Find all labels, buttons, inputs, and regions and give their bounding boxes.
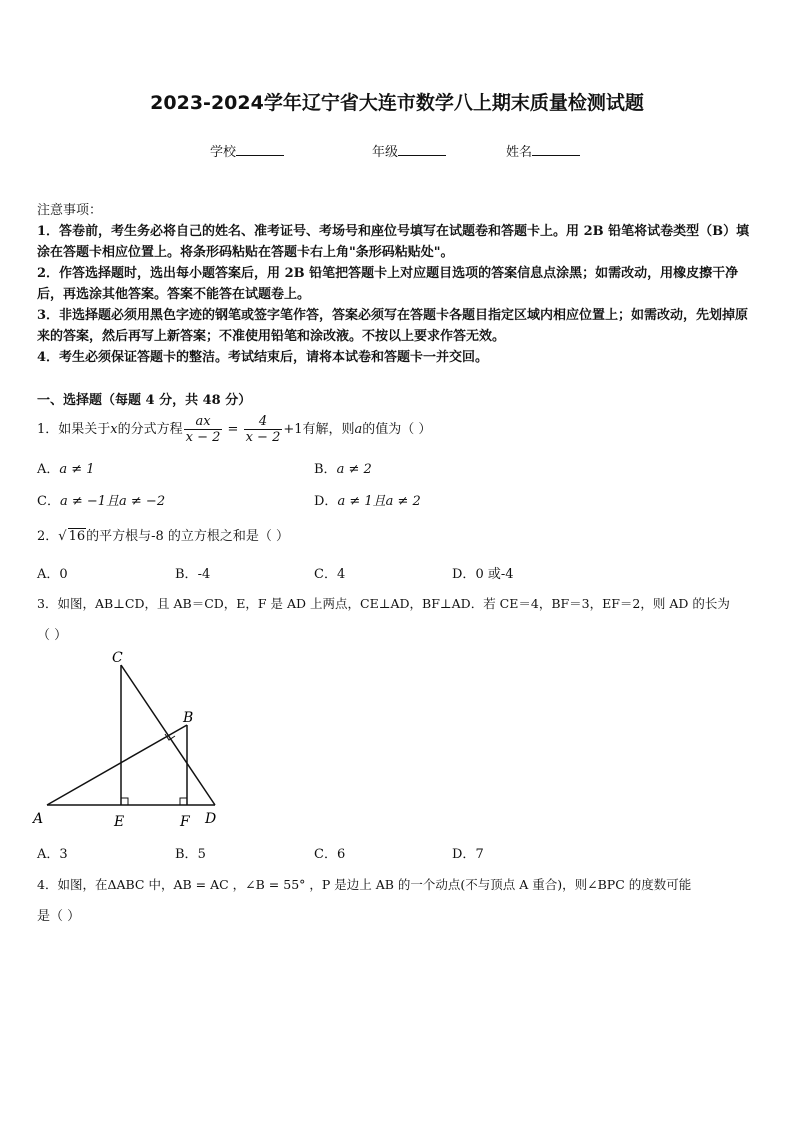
label-d: D <box>205 811 217 827</box>
q1-option-a[interactable] <box>37 458 95 477</box>
option-text: 0 <box>59 567 68 582</box>
q2-prefix: 2． <box>37 529 59 544</box>
q2-suffix: 的平方根与-8 的立方根之和是（ ） <box>86 529 290 544</box>
notice-item-3: 3．非选择题必须用黑色字迹的钢笔或签字笔作答，答案必须写在答题卡各题目指定区域内相应位置上；如需改动，先划掉原来的答案，然后再写上新答案；不准使用铅笔和涂改液。不按以上要求作答无效。 <box>37 308 749 344</box>
q2-option-a[interactable] <box>37 563 68 582</box>
option-text: 4 <box>336 567 346 582</box>
question-4-line-2: 是（ ） <box>37 909 81 924</box>
segment-cd <box>121 665 215 805</box>
q3-option-d[interactable] <box>452 843 484 862</box>
option-label: A． <box>37 462 60 477</box>
option-text: 0 或-4 <box>475 567 514 582</box>
option-label: B． <box>314 462 337 477</box>
q1-fraction-1 <box>184 414 223 445</box>
name-field[interactable] <box>506 141 580 160</box>
q1-var-a: a <box>354 422 363 437</box>
option-label: C． <box>314 567 337 582</box>
sqrt-symbol: √ <box>58 529 67 544</box>
question-4-line-1: 4．如图，在ΔABC 中，AB = AC ，∠B = 55° ，P 是边上 AB 的一个动点(不与顶点 A 重合)，则∠BPC 的度数可能 <box>37 877 692 892</box>
notice-item-2: 2．作答选择题时，选出每小题答案后，用 2B 铅笔把答题卡上对应题目选项的答案信息点涂黑；如需改动，用橡皮擦干净后，再选涂其他答案。答案不能答在试题卷上。 <box>37 266 739 302</box>
option-label: D． <box>452 847 476 862</box>
q1-option-b[interactable] <box>314 458 372 477</box>
q1-suffix-2: 的值为（ ） <box>362 422 432 437</box>
question-3-line-1: 3．如图，AB⊥CD，且 AB＝CD，E，F 是 AD 上两点，CE⊥AD，BF⊥AD．若 CE＝4，BF＝3，EF＝2，则 AD 的长为 <box>37 596 730 611</box>
right-angle-f-mark <box>180 798 187 805</box>
q3-option-b[interactable] <box>175 843 206 862</box>
option-label: B． <box>175 567 198 582</box>
name-blank[interactable] <box>532 143 580 156</box>
option-label: C． <box>314 847 337 862</box>
school-blank[interactable] <box>236 143 284 156</box>
q1-plus: +1 <box>283 422 303 437</box>
option-text: 5 <box>197 847 206 862</box>
label-b: B <box>183 710 194 726</box>
q2-radicand: 16 <box>68 529 86 544</box>
q1-f1-numerator: ax <box>184 414 223 430</box>
option-label: D． <box>452 567 476 582</box>
grade-field[interactable] <box>372 141 446 160</box>
q1-option-d[interactable] <box>314 490 421 509</box>
q1-prefix: 1．如果关于 <box>37 422 111 437</box>
option-label: A． <box>37 567 60 582</box>
q1-fraction-2 <box>244 414 283 445</box>
option-label: C． <box>37 494 60 509</box>
page-title: 2023-2024学年辽宁省大连市数学八上期末质量检测试题 <box>150 92 644 114</box>
q1-f2-numerator: 4 <box>244 414 283 430</box>
question-2 <box>37 525 289 544</box>
option-text: a ≠ 1且a ≠ 2 <box>337 494 421 509</box>
notice-item-1: 1．答卷前，考生务必将自己的姓名、准考证号、考场号和座位号填写在试题卷和答题卡上。用 2B 铅笔将试卷类型（B）填涂在答题卡相应位置上。将条形码粘贴在答题卡右上角"条形码粘贴处"。 <box>37 224 750 260</box>
option-text: 6 <box>336 847 346 862</box>
label-c: C <box>112 650 123 666</box>
option-text: a ≠ 2 <box>336 462 372 477</box>
option-text: -4 <box>197 567 211 582</box>
right-angle-e-mark <box>121 798 128 805</box>
q3-option-a[interactable] <box>37 843 68 862</box>
school-field[interactable] <box>210 141 284 160</box>
option-label: D． <box>314 494 338 509</box>
option-text: 7 <box>475 847 484 862</box>
section-heading: 一、选择题（每题 4 分，共 48 分） <box>37 393 252 408</box>
q1-option-c[interactable] <box>37 490 165 509</box>
q1-equals: = <box>223 422 243 437</box>
school-label: 学校 <box>210 145 237 160</box>
q2-option-d[interactable] <box>452 563 514 582</box>
label-f: F <box>180 814 190 830</box>
label-e: E <box>114 814 125 830</box>
option-text: a ≠ −1且a ≠ −2 <box>59 494 166 509</box>
q2-option-c[interactable] <box>314 563 345 582</box>
question-1 <box>37 414 431 445</box>
q1-f1-denominator: x − 2 <box>185 430 221 445</box>
q3-geometry-figure <box>30 645 230 835</box>
q1-mid: 的分式方程 <box>117 422 183 437</box>
grade-blank[interactable] <box>398 143 446 156</box>
q1-var-x: x <box>110 422 118 437</box>
q3-option-c[interactable] <box>314 843 345 862</box>
grade-label: 年级 <box>372 145 399 160</box>
q2-option-b[interactable] <box>175 563 210 582</box>
notice-heading: 注意事项： <box>37 203 103 218</box>
q1-f2-denominator: x − 2 <box>245 430 281 445</box>
option-text: 3 <box>59 847 68 862</box>
label-a: A <box>33 811 44 827</box>
segment-ab <box>47 725 187 805</box>
q1-suffix-1: 有解，则 <box>302 422 355 437</box>
option-label: A． <box>37 847 60 862</box>
question-3-line-2: （ ） <box>37 628 68 643</box>
option-text: a ≠ 1 <box>59 462 95 477</box>
option-label: B． <box>175 847 198 862</box>
name-label: 姓名 <box>506 145 533 160</box>
notice-item-4: 4．考生必须保证答题卡的整洁。考试结束后，请将本试卷和答题卡一并交回。 <box>37 350 489 365</box>
